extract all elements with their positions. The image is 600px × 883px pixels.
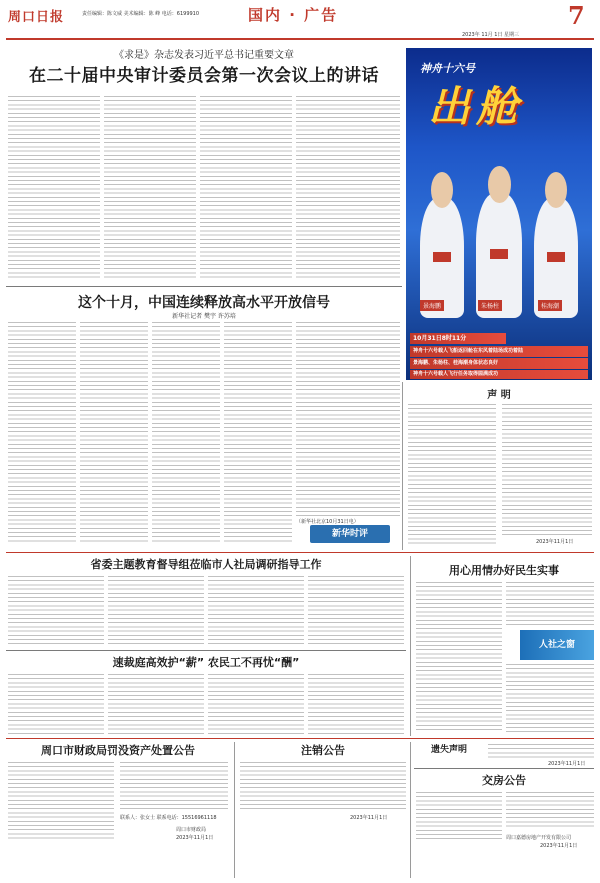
photo-ribbon: 10月31日8时11分 <box>410 333 506 344</box>
disposal-org: 周口市财政局 <box>176 827 207 833</box>
lead-kicker: 《求是》杂志发表习近平总书记重要文章 <box>114 50 294 61</box>
photo-ribbon: 神舟十六号载人飞行任务取得圆满成功 <box>410 370 588 379</box>
lead-body-col-3 <box>200 96 292 280</box>
lead-body-col-4 <box>296 96 400 280</box>
divider <box>410 556 411 736</box>
livelihood-body-col-3 <box>506 664 594 732</box>
lead-body-col-2 <box>104 96 196 280</box>
photo-ribbon: 景海鹏、朱杨柱、桂海潮身体状态良好 <box>410 358 588 369</box>
cancel-date: 2023年11月1日 <box>350 815 388 821</box>
section-rule <box>6 738 594 739</box>
lost-date: 2023年11月1日 <box>548 761 586 767</box>
inspection-body-col-4 <box>308 576 404 646</box>
transfer-org: 周口嘉德房地产开发有限公司 <box>506 835 572 841</box>
disposal-notice-body-col-2 <box>120 762 228 812</box>
wage-body-col-3 <box>208 674 304 734</box>
lead-headline: 在二十届中央审计委员会第一次会议上的讲话 <box>29 66 379 86</box>
wage-body-col-1 <box>8 674 104 734</box>
wage-body-col-4 <box>308 674 404 734</box>
feature-body-col-3 <box>152 322 220 544</box>
feature-body-col-4 <box>224 322 292 544</box>
statement-title: 声 明 <box>487 390 511 401</box>
livelihood-body-col-2 <box>506 582 594 626</box>
cancel-notice-title: 注销公告 <box>301 744 345 757</box>
shenzhou-photo <box>406 48 592 380</box>
disposal-date: 2023年11月1日 <box>176 835 214 841</box>
divider <box>402 382 403 550</box>
inspection-body-col-2 <box>108 576 204 646</box>
feature-headline: 这个十月，中国连续释放高水平开放信号 <box>78 295 330 311</box>
xinhua-commentary-tag: 新华时评 <box>310 525 390 543</box>
cancel-notice-body <box>240 762 406 812</box>
hr-window-badge: 人社之窗 <box>520 630 594 660</box>
inspection-body-col-1 <box>8 576 104 646</box>
masthead-rule <box>6 38 594 40</box>
feature-body-col-2 <box>80 322 148 544</box>
transfer-notice-title: 交房公告 <box>482 774 526 787</box>
editor-info: 责任编辑：陈文威 美术编辑：陈 峰 电话：6199910 <box>82 11 200 17</box>
photo-big-text: 出舱 <box>428 82 525 131</box>
wage-body-col-2 <box>108 674 204 734</box>
astronaut-name: 景海鹏 <box>420 300 444 311</box>
wage-headline: 速裁庭高效护“薪” 农民工不再忧“酬” <box>112 656 300 669</box>
feature-end-note: （新华社北京10月31日电） <box>296 519 359 525</box>
section-title: 国内 · 广告 <box>248 6 339 24</box>
feature-body-col-1 <box>8 322 76 544</box>
lost-notice-title: 遗失声明 <box>430 745 467 755</box>
disposal-contact: 联系人：张女士 联系电话：15516961118 <box>120 815 217 821</box>
lead-body-col-1 <box>8 96 100 280</box>
lost-notice-body <box>488 744 594 758</box>
divider <box>234 742 235 878</box>
astronaut-name: 桂海潮 <box>538 300 562 311</box>
newspaper-logo: 周口日报 <box>8 10 65 25</box>
divider <box>6 286 402 287</box>
statement-body-col-2 <box>502 404 592 536</box>
feature-body-col-5 <box>296 322 400 518</box>
divider <box>6 650 406 651</box>
transfer-notice-body-col-1 <box>416 792 502 842</box>
page-number: 7 <box>568 1 585 30</box>
feature-byline: 新华社记者 樊宇 许苏培 <box>172 313 236 320</box>
section-rule <box>6 552 594 553</box>
livelihood-headline: 用心用情办好民生实事 <box>449 564 559 577</box>
transfer-date: 2023年11月1日 <box>540 843 578 849</box>
divider <box>414 768 594 769</box>
transfer-notice-body-col-2 <box>506 792 594 830</box>
issue-date: 2023年 11月 1日 星期三 <box>462 32 520 38</box>
statement-body-col-1 <box>408 404 496 544</box>
statement-date: 2023年11月1日 <box>536 539 574 545</box>
divider <box>410 742 411 878</box>
disposal-notice-body-col-1 <box>8 762 114 840</box>
astronaut-name: 朱杨柱 <box>478 300 502 311</box>
livelihood-body-col-1 <box>416 582 502 732</box>
photo-badge: 神舟十六号 <box>420 62 475 75</box>
disposal-notice-title: 周口市财政局罚没资产处置公告 <box>41 744 195 757</box>
photo-ribbon: 神舟十六号载人飞船返回舱在东风着陆场成功着陆 <box>410 346 588 357</box>
inspection-body-col-3 <box>208 576 304 646</box>
inspection-headline: 省委主题教育督导组莅临市人社局调研指导工作 <box>90 558 322 571</box>
